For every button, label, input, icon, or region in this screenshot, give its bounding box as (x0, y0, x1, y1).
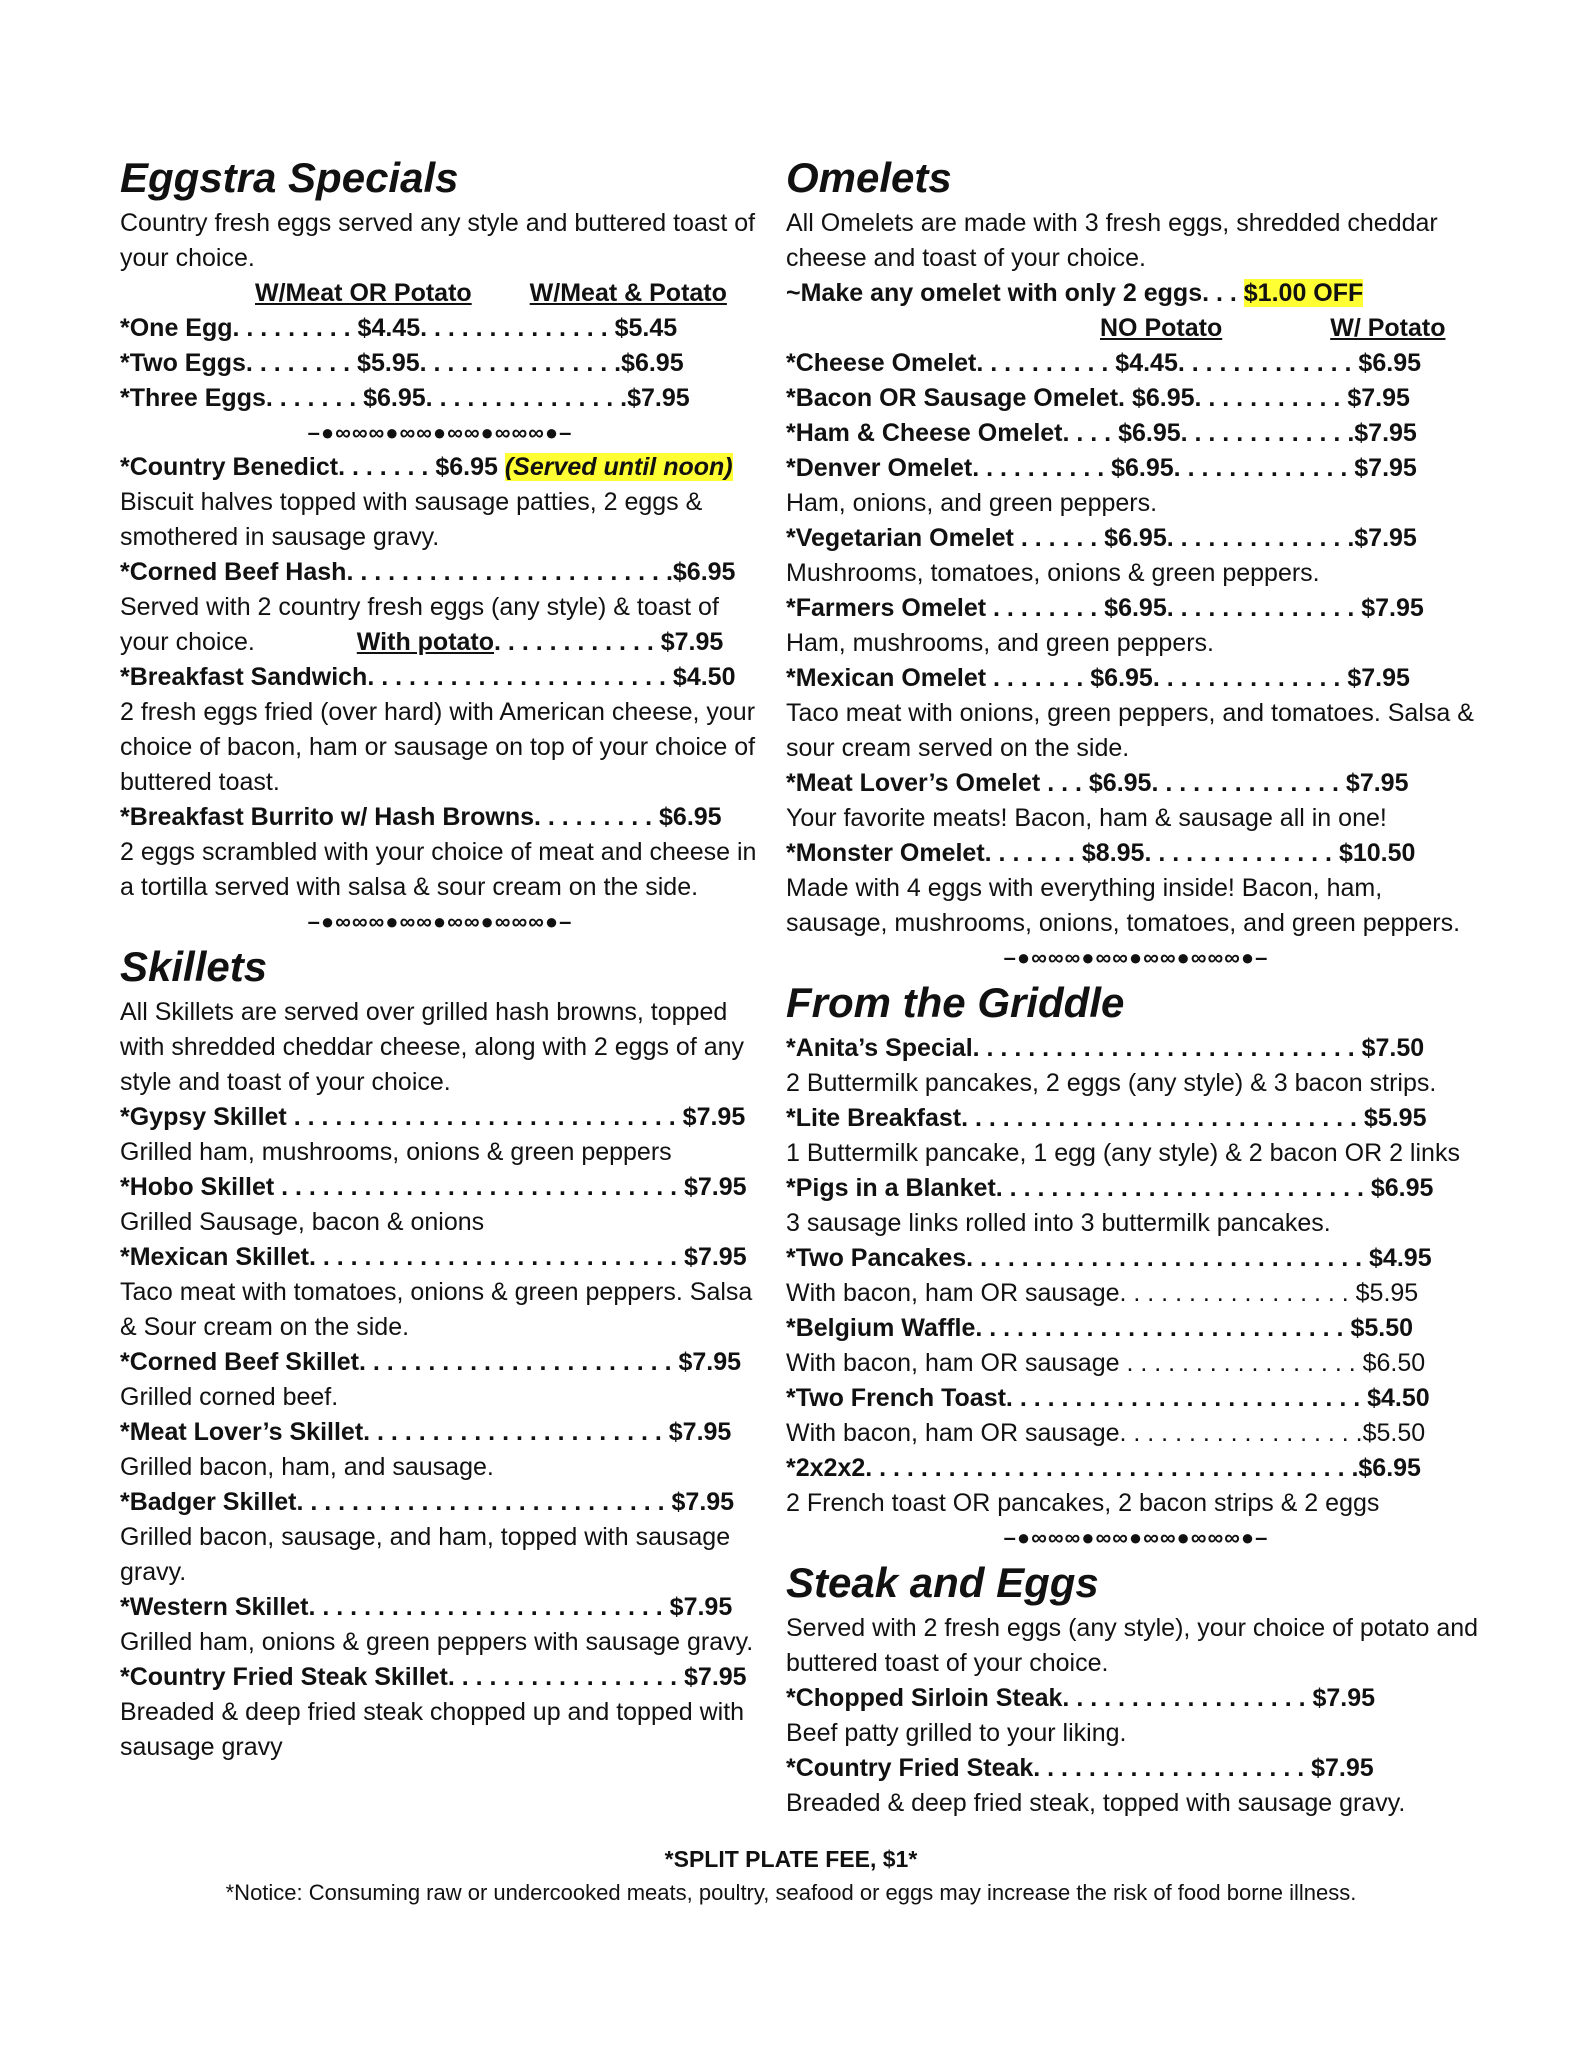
menu-item-name: *Anita’s Special. . . . . . . . . . . . . . . . . . . . . . . . . . . . $7.50 (786, 1034, 1425, 1062)
menu-item-name: *Western Skillet. . . . . . . . . . . . . . . . . . . . . . . . . . $7.95 (120, 1593, 733, 1621)
menu-item (786, 1311, 1486, 1381)
menu-item-name: *Mexican Omelet . . . . . . . $6.95. . . . . . . . . . . . . . $7.95 (786, 664, 1410, 692)
eggstra-header-meat-or-potato: W/Meat OR Potato (255, 279, 472, 307)
menu-item-desc: Grilled ham, onions & green peppers with sausage gravy. (120, 1628, 754, 1656)
menu-item (786, 1451, 1486, 1521)
menu-item (120, 1415, 760, 1485)
menu-item-name: *Country Fried Steak Skillet. . . . . . . . . . . . . . . . . $7.95 (120, 1663, 747, 1691)
menu-item (786, 346, 1486, 381)
menu-item-desc: 2 Buttermilk pancakes, 2 eggs (any style) & 3 bacon strips. (786, 1069, 1437, 1097)
country-benedict-name: *Country Benedict. . . . . . . $6.95 (120, 453, 505, 481)
menu-item-desc: With bacon, ham OR sausage. . . . . . . . . . . . . . . . . .$5.50 (786, 1419, 1426, 1447)
griddle-title: From the Griddle (786, 979, 1125, 1026)
menu-item-desc: With bacon, ham OR sausage . . . . . . . . . . . . . . . . . $6.50 (786, 1349, 1426, 1377)
corned-beef-hash-desc-2: your choice. (120, 628, 255, 656)
three-eggs-item: *Three Eggs. . . . . . . $6.95. . . . . . . . . . . . . . .$7.95 (120, 384, 690, 412)
with-potato-price: . . . . . . . . . . . . $7.95 (494, 628, 724, 656)
menu-item-name: *Two Pancakes. . . . . . . . . . . . . . . . . . . . . . . . . . . . . $4.95 (786, 1244, 1432, 1272)
menu-item-name: *Farmers Omelet . . . . . . . . $6.95. . . . . . . . . . . . . . $7.95 (786, 594, 1424, 622)
menu-item (786, 836, 1486, 941)
menu-item-name: *Pigs in a Blanket. . . . . . . . . . . . . . . . . . . . . . . . . . . $6.95 (786, 1174, 1434, 1202)
menu-item-desc: Grilled Sausage, bacon & onions (120, 1208, 485, 1236)
menu-item (120, 1590, 760, 1660)
menu-item (120, 1660, 760, 1765)
menu-item-name: *Badger Skillet. . . . . . . . . . . . . . . . . . . . . . . . . . . $7.95 (120, 1488, 735, 1516)
one-egg-item: *One Egg. . . . . . . . . $4.45. . . . . . . . . . . . . . $5.45 (120, 314, 678, 342)
skillets-list (120, 1100, 760, 1765)
menu-item (786, 381, 1486, 416)
menu-item-name: *Gypsy Skillet . . . . . . . . . . . . . . . . . . . . . . . . . . . . $7.95 (120, 1103, 746, 1131)
menu-item-desc: 3 sausage links rolled into 3 buttermilk pancakes. (786, 1209, 1331, 1237)
breakfast-burrito-desc: 2 eggs scrambled with your choice of meat and cheese in a tortilla served with salsa & sour cream on the side. (120, 838, 757, 901)
menu-item-name: *Lite Breakfast. . . . . . . . . . . . . . . . . . . . . . . . . . . . . $5.95 (786, 1104, 1427, 1132)
menu-item (786, 1241, 1486, 1311)
menu-item-name: *Two French Toast. . . . . . . . . . . . . . . . . . . . . . . . . . $4.50 (786, 1384, 1430, 1412)
eggstra-header-meat-and-potato: W/Meat & Potato (529, 279, 727, 307)
left-column (120, 150, 760, 1765)
divider: –●∞∞∞●∞∞●∞∞●∞∞∞●– (1003, 1525, 1269, 1550)
menu-item-desc: Taco meat with onions, green peppers, and tomatoes. Salsa & sour cream served on the side. (786, 699, 1474, 762)
menu-item-name: *Meat Lover’s Omelet . . . $6.95. . . . . . . . . . . . . . $7.95 (786, 769, 1409, 797)
corned-beef-hash-potato-line (120, 625, 760, 660)
eggstra-title: Eggstra Specials (120, 154, 459, 201)
menu-item (786, 451, 1486, 521)
menu-item (120, 1170, 760, 1240)
menu-item (786, 1171, 1486, 1241)
eggstra-desc: Country fresh eggs served any style and buttered toast of your choice. (120, 209, 756, 272)
menu-item (786, 1101, 1486, 1171)
split-plate-fee: *SPLIT PLATE FEE, $1* (664, 1846, 918, 1872)
menu-item-desc: Breaded & deep fried steak, topped with sausage gravy. (786, 1789, 1406, 1817)
menu-item-desc: Ham, mushrooms, and green peppers. (786, 629, 1214, 657)
menu-item (120, 1240, 760, 1345)
menu-item-name: *Bacon OR Sausage Omelet. $6.95. . . . . . . . . . . $7.95 (786, 384, 1410, 412)
menu-item (786, 1381, 1486, 1451)
divider: –●∞∞∞●∞∞●∞∞●∞∞∞●– (307, 909, 573, 934)
menu-item-desc: Grilled bacon, ham, and sausage. (120, 1453, 494, 1481)
menu-item-name: *Meat Lover’s Skillet. . . . . . . . . . . . . . . . . . . . . . $7.95 (120, 1418, 732, 1446)
food-safety-notice: *Notice: Consuming raw or undercooked meats, poultry, seafood or eggs may increase the risk of food borne illness. (225, 1880, 1357, 1905)
menu-item (786, 661, 1486, 766)
menu-item-desc: Taco meat with tomatoes, onions & green peppers. Salsa & Sour cream on the side. (120, 1278, 753, 1341)
with-potato-label: With potato (356, 628, 495, 656)
menu-item-desc: Mushrooms, tomatoes, onions & green peppers. (786, 559, 1320, 587)
country-benedict-item (120, 450, 760, 485)
omelets-header (786, 311, 1486, 346)
menu-item-desc: Ham, onions, and green peppers. (786, 489, 1158, 517)
menu-item-desc: Made with 4 eggs with everything inside! Bacon, ham, sausage, mushrooms, onions, tomatoes, and green peppers. (786, 874, 1461, 937)
omelets-header-with-potato: W/ Potato (1330, 314, 1446, 342)
menu-item-desc: 2 French toast OR pancakes, 2 bacon strips & 2 eggs (786, 1489, 1380, 1517)
menu-item-desc: Your favorite meats! Bacon, ham & sausage all in one! (786, 804, 1387, 832)
omelets-list (786, 346, 1486, 941)
steak-title: Steak and Eggs (786, 1559, 1099, 1606)
menu-item (786, 521, 1486, 591)
two-egg-omelet-offer (786, 276, 1486, 311)
menu-item (786, 1681, 1486, 1751)
divider: –●∞∞∞●∞∞●∞∞●∞∞∞●– (1003, 945, 1269, 970)
corned-beef-hash-desc: Served with 2 country fresh eggs (any style) & toast of (120, 593, 719, 621)
menu-item-desc: 1 Buttermilk pancake, 1 egg (any style) & 2 bacon OR 2 links (786, 1139, 1460, 1167)
menu-item-name: *Vegetarian Omelet . . . . . . $6.95. . . . . . . . . . . . . .$7.95 (786, 524, 1417, 552)
menu-item-name: *Belgium Waffle. . . . . . . . . . . . . . . . . . . . . . . . . . . $5.50 (786, 1314, 1414, 1342)
breakfast-burrito-item: *Breakfast Burrito w/ Hash Browns. . . . . . . . . $6.95 (120, 803, 722, 831)
two-eggs-item: *Two Eggs. . . . . . . . $5.95. . . . . . . . . . . . . . .$6.95 (120, 349, 684, 377)
menu-item-name: *Monster Omelet. . . . . . . $8.95. . . . . . . . . . . . . . $10.50 (786, 839, 1416, 867)
divider: –●∞∞∞●∞∞●∞∞●∞∞∞●– (307, 420, 573, 445)
menu-item (786, 1031, 1486, 1101)
menu-item-name: *Hobo Skillet . . . . . . . . . . . . . . . . . . . . . . . . . . . . . $7.95 (120, 1173, 747, 1201)
menu-item-desc: Grilled corned beef. (120, 1383, 339, 1411)
eggstra-header (120, 276, 760, 311)
served-until-noon-badge: (Served until noon) (504, 453, 733, 481)
menu-item-name: *2x2x2. . . . . . . . . . . . . . . . . . . . . . . . . . . . . . . . . . . .$6.95 (786, 1454, 1421, 1482)
menu-item-name: *Cheese Omelet. . . . . . . . . . $4.45. . . . . . . . . . . . . $6.95 (786, 349, 1421, 377)
corned-beef-hash-item: *Corned Beef Hash. . . . . . . . . . . . . . . . . . . . . . . .$6.95 (120, 558, 736, 586)
skillets-desc: All Skillets are served over grilled hash browns, topped with shredded cheddar cheese, along with 2 eggs of any style and toast of your choice. (120, 998, 745, 1096)
steak-desc: Served with 2 fresh eggs (any style), your choice of potato and buttered toast of your choice. (786, 1614, 1479, 1677)
menu-item-desc: Beef patty grilled to your liking. (786, 1719, 1127, 1747)
omelets-title: Omelets (786, 154, 952, 201)
menu-item-name: *Mexican Skillet. . . . . . . . . . . . . . . . . . . . . . . . . . . $7.95 (120, 1243, 747, 1271)
right-column (786, 150, 1486, 1821)
menu-item-desc: Breaded & deep fried steak chopped up and topped with sausage gravy (120, 1698, 745, 1761)
breakfast-sandwich-desc: 2 fresh eggs fried (over hard) with American cheese, your choice of bacon, ham or sausage on top of your choice of buttered toast. (120, 698, 756, 796)
steak-list (786, 1681, 1486, 1821)
menu-item (120, 1100, 760, 1170)
menu-item (786, 591, 1486, 661)
skillets-title: Skillets (120, 943, 268, 990)
menu-item (120, 1485, 760, 1590)
omelets-desc: All Omelets are made with 3 fresh eggs, shredded cheddar cheese and toast of your choice. (786, 209, 1438, 272)
menu-item (786, 416, 1486, 451)
menu-item-name: *Chopped Sirloin Steak. . . . . . . . . . . . . . . . . . $7.95 (786, 1684, 1376, 1712)
menu-item-name: *Ham & Cheese Omelet. . . . $6.95. . . . . . . . . . . . .$7.95 (786, 419, 1417, 447)
dollar-off-badge: $1.00 OFF (1243, 279, 1364, 307)
menu-item-name: *Denver Omelet. . . . . . . . . . $6.95. . . . . . . . . . . . . $7.95 (786, 454, 1417, 482)
menu-item-desc: With bacon, ham OR sausage. . . . . . . . . . . . . . . . . $5.95 (786, 1279, 1419, 1307)
breakfast-sandwich-item: *Breakfast Sandwich. . . . . . . . . . . . . . . . . . . . . . $4.50 (120, 663, 736, 691)
country-benedict-desc: Biscuit halves topped with sausage patties, 2 eggs & smothered in sausage gravy. (120, 488, 703, 551)
menu-item (786, 766, 1486, 836)
menu-item-desc: Grilled ham, mushrooms, onions & green peppers (120, 1138, 672, 1166)
griddle-list (786, 1031, 1486, 1521)
menu-item-name: *Country Fried Steak. . . . . . . . . . . . . . . . . . . . $7.95 (786, 1754, 1374, 1782)
menu-item-desc: Grilled bacon, sausage, and ham, topped with sausage gravy. (120, 1523, 731, 1586)
menu-item (786, 1751, 1486, 1821)
omelets-header-no-potato: NO Potato (1100, 314, 1223, 342)
two-egg-offer-text: ~Make any omelet with only 2 eggs. . . (786, 279, 1244, 307)
menu-item-name: *Corned Beef Skillet. . . . . . . . . . . . . . . . . . . . . . . $7.95 (120, 1348, 742, 1376)
menu-item (120, 1345, 760, 1415)
